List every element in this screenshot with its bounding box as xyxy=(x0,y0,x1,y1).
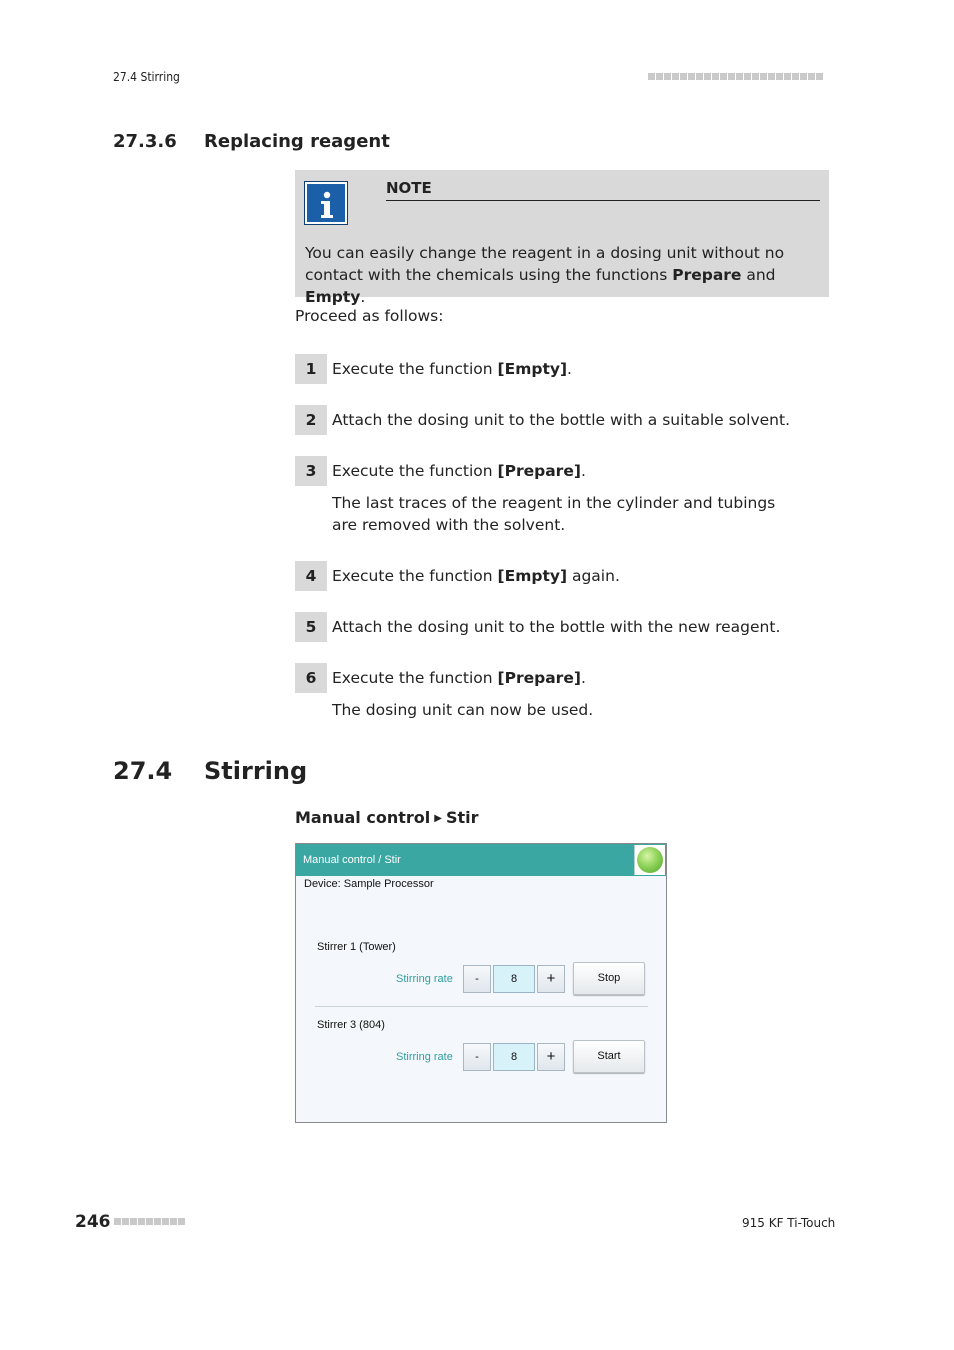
device-label: Device: Sample Processor xyxy=(304,878,434,890)
info-icon xyxy=(304,181,348,225)
screen-title-bar xyxy=(296,844,666,876)
section-number: 27.3.6 xyxy=(113,131,177,152)
note-title: NOTE xyxy=(386,179,820,201)
stirrer-3-minus-button[interactable]: - xyxy=(463,1043,491,1071)
step-text: Attach the dosing unit to the bottle with a suitable solvent. xyxy=(332,411,790,429)
note-bold-empty: Empty xyxy=(305,288,361,306)
stirrer-1-minus-button[interactable]: - xyxy=(463,965,491,993)
footer-decoration-dots xyxy=(114,1218,185,1225)
step-number: 1 xyxy=(295,354,327,384)
stirrer-3-rate-label: Stirring rate xyxy=(396,1051,453,1063)
chapter-section-number: 27.4 xyxy=(113,757,173,785)
step-text: Execute the function [Prepare]. xyxy=(332,669,586,687)
stirrer-1-plus-button[interactable]: + xyxy=(537,965,565,993)
stirrer-1-stop-button[interactable]: Stop xyxy=(573,962,645,995)
stirrer-3-plus-button[interactable]: + xyxy=(537,1043,565,1071)
stirrer-3-start-button[interactable]: Start xyxy=(573,1040,645,1073)
proceed-text: Proceed as follows: xyxy=(295,307,444,325)
running-header-section: 27.4 Stirring xyxy=(113,70,180,84)
status-led-icon[interactable] xyxy=(634,845,665,875)
step-number: 5 xyxy=(295,612,327,642)
step-number: 4 xyxy=(295,561,327,591)
note-bold-prepare: Prepare xyxy=(672,266,742,284)
chapter-section-title: Stirring xyxy=(204,757,308,785)
step-number: 2 xyxy=(295,405,327,435)
path-arrow-icon: ▶ xyxy=(434,813,442,824)
section-title: Replacing reagent xyxy=(204,131,390,152)
stirrer-3-rate-field[interactable]: 8 xyxy=(493,1043,535,1071)
page-number: 246 xyxy=(75,1212,111,1232)
note-box xyxy=(295,170,829,306)
step-result: The dosing unit can now be used. xyxy=(332,701,594,719)
stirrer-1-name: Stirrer 1 (Tower) xyxy=(317,941,396,953)
footer-product: 915 KF Ti-Touch xyxy=(742,1216,836,1230)
stirrer-divider xyxy=(315,1006,648,1007)
stirrer-3-name: Stirrer 3 (804) xyxy=(317,1019,385,1031)
stirrer-1-rate-field[interactable]: 8 xyxy=(493,965,535,993)
step-text: Execute the function [Empty] again. xyxy=(332,567,620,585)
step-text: Execute the function [Empty]. xyxy=(332,360,572,378)
step-number: 6 xyxy=(295,663,327,693)
step-text: Execute the function [Prepare]. xyxy=(332,462,586,480)
menu-path: Manual control ▶ Stir xyxy=(295,808,479,827)
step-number: 3 xyxy=(295,456,327,486)
manual-control-stir-screenshot xyxy=(295,843,667,1123)
header-decoration-dots xyxy=(648,73,823,80)
stirrer-1-rate-label: Stirring rate xyxy=(396,973,453,985)
screen-title: Manual control / Stir xyxy=(303,854,401,866)
step-result: The last traces of the reagent in the cylinder and tubings are removed with the solvent. xyxy=(332,494,776,534)
note-body: You can easily change the reagent in a dosing unit without no contact with the chemicals using the functions Prepare and Empty. xyxy=(305,244,785,306)
step-text: Attach the dosing unit to the bottle with the new reagent. xyxy=(332,618,781,636)
